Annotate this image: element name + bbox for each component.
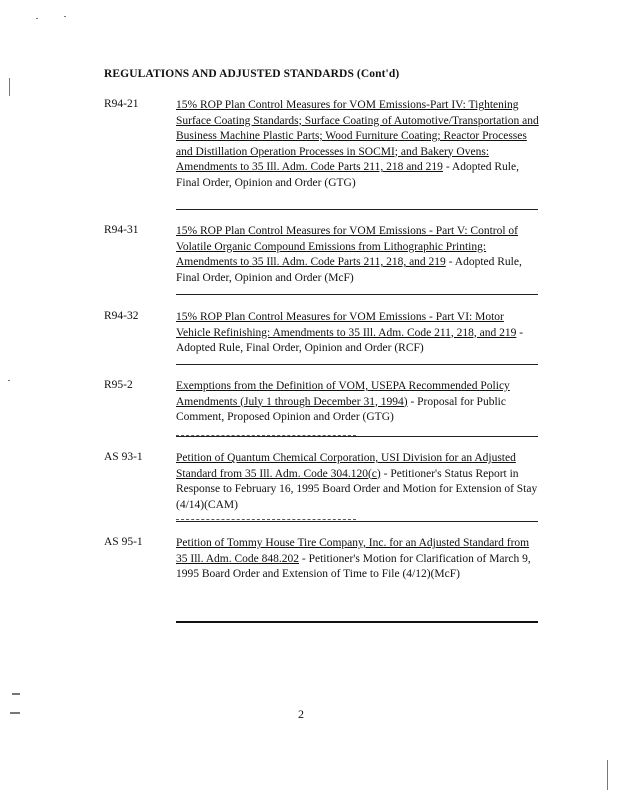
scan-speck	[36, 18, 38, 19]
docket-number: R95-2	[104, 379, 133, 391]
separator-line	[176, 294, 538, 295]
entry-text	[176, 224, 540, 286]
docket-number: R94-21	[104, 98, 139, 110]
scan-speck	[64, 16, 66, 17]
docket-number: R94-31	[104, 224, 139, 236]
separator-line	[176, 364, 538, 365]
entry-description: - Adopted Rule, Final Order, Opinion and Order (RCF)	[176, 326, 524, 354]
separator-line	[176, 521, 538, 522]
separator-line	[176, 621, 538, 623]
entry-text	[176, 451, 540, 513]
entry-text	[176, 98, 540, 191]
entry-title: Exemptions from the Definition of VOM, USEPA Recommended Policy Amendments (July 1 through December 31, 1994)	[176, 380, 510, 408]
separator-dash	[176, 519, 356, 520]
docket-number: AS 95-1	[104, 536, 143, 548]
separator-line	[176, 436, 538, 437]
entry-description: - Adopted Rule, Final Order, Opinion and Order (McF)	[176, 256, 522, 284]
entry-text	[176, 379, 540, 426]
section-heading: REGULATIONS AND ADJUSTED STANDARDS (Cont'd)	[104, 68, 400, 80]
entry-title: Petition of Tommy House Tire Company, Inc. for an Adjusted Standard from 35 Ill. Adm. Code 848.202	[176, 537, 530, 565]
scan-speck	[8, 380, 10, 381]
scan-speck	[9, 78, 10, 96]
entry-title: Petition of Quantum Chemical Corporation, USI Division for an Adjusted Standard from 35 Ill. Adm. Code 304.120(c)	[176, 452, 516, 480]
entry-description: - Adopted Rule, Final Order, Opinion and Order (GTG)	[176, 161, 519, 189]
entry-description: - Proposal for Public Comment, Proposed Opinion and Order (GTG)	[176, 395, 506, 423]
entry-title: 15% ROP Plan Control Measures for VOM Emissions-Part IV: Tightening Surface Coating Standards; Surface Coating of Automotive/Transportation and Business Machine Plastic Parts; Wood Furniture Coating; Reactor Processes and Distillation Operation Processes in SOCMI; and Bakery Ovens: Amendments to 35 Ill. Adm. Code Parts 211, 218 and 219	[176, 99, 539, 173]
scan-speck	[12, 693, 20, 695]
entry-description: - Petitioner's Status Report in Response to February 16, 1995 Board Order and Motion for Extension of Stay (4/14)(CAM)	[176, 467, 538, 511]
entry-description: - Petitioner's Motion for Clarification of March 9, 1995 Board Order and Extension of Time to File (4/12)(McF)	[176, 552, 531, 580]
entry-text	[176, 536, 540, 583]
docket-number: R94-32	[104, 310, 139, 322]
scan-speck	[10, 712, 20, 714]
entry-text	[176, 310, 540, 357]
page-number: 2	[298, 707, 304, 721]
separator-line	[176, 209, 538, 210]
scan-speck	[607, 760, 608, 790]
entry-title: 15% ROP Plan Control Measures for VOM Emissions - Part V: Control of Volatile Organic Compound Emissions from Lithographic Printing: Amendments to 35 Ill. Adm. Code Parts 211, 218, and 219	[176, 225, 519, 268]
docket-number: AS 93-1	[104, 451, 143, 463]
entry-title: 15% ROP Plan Control Measures for VOM Emissions - Part VI: Motor Vehicle Refinishing: Amendments to 35 Ill. Adm. Code 211, 218, and 219	[176, 311, 517, 339]
